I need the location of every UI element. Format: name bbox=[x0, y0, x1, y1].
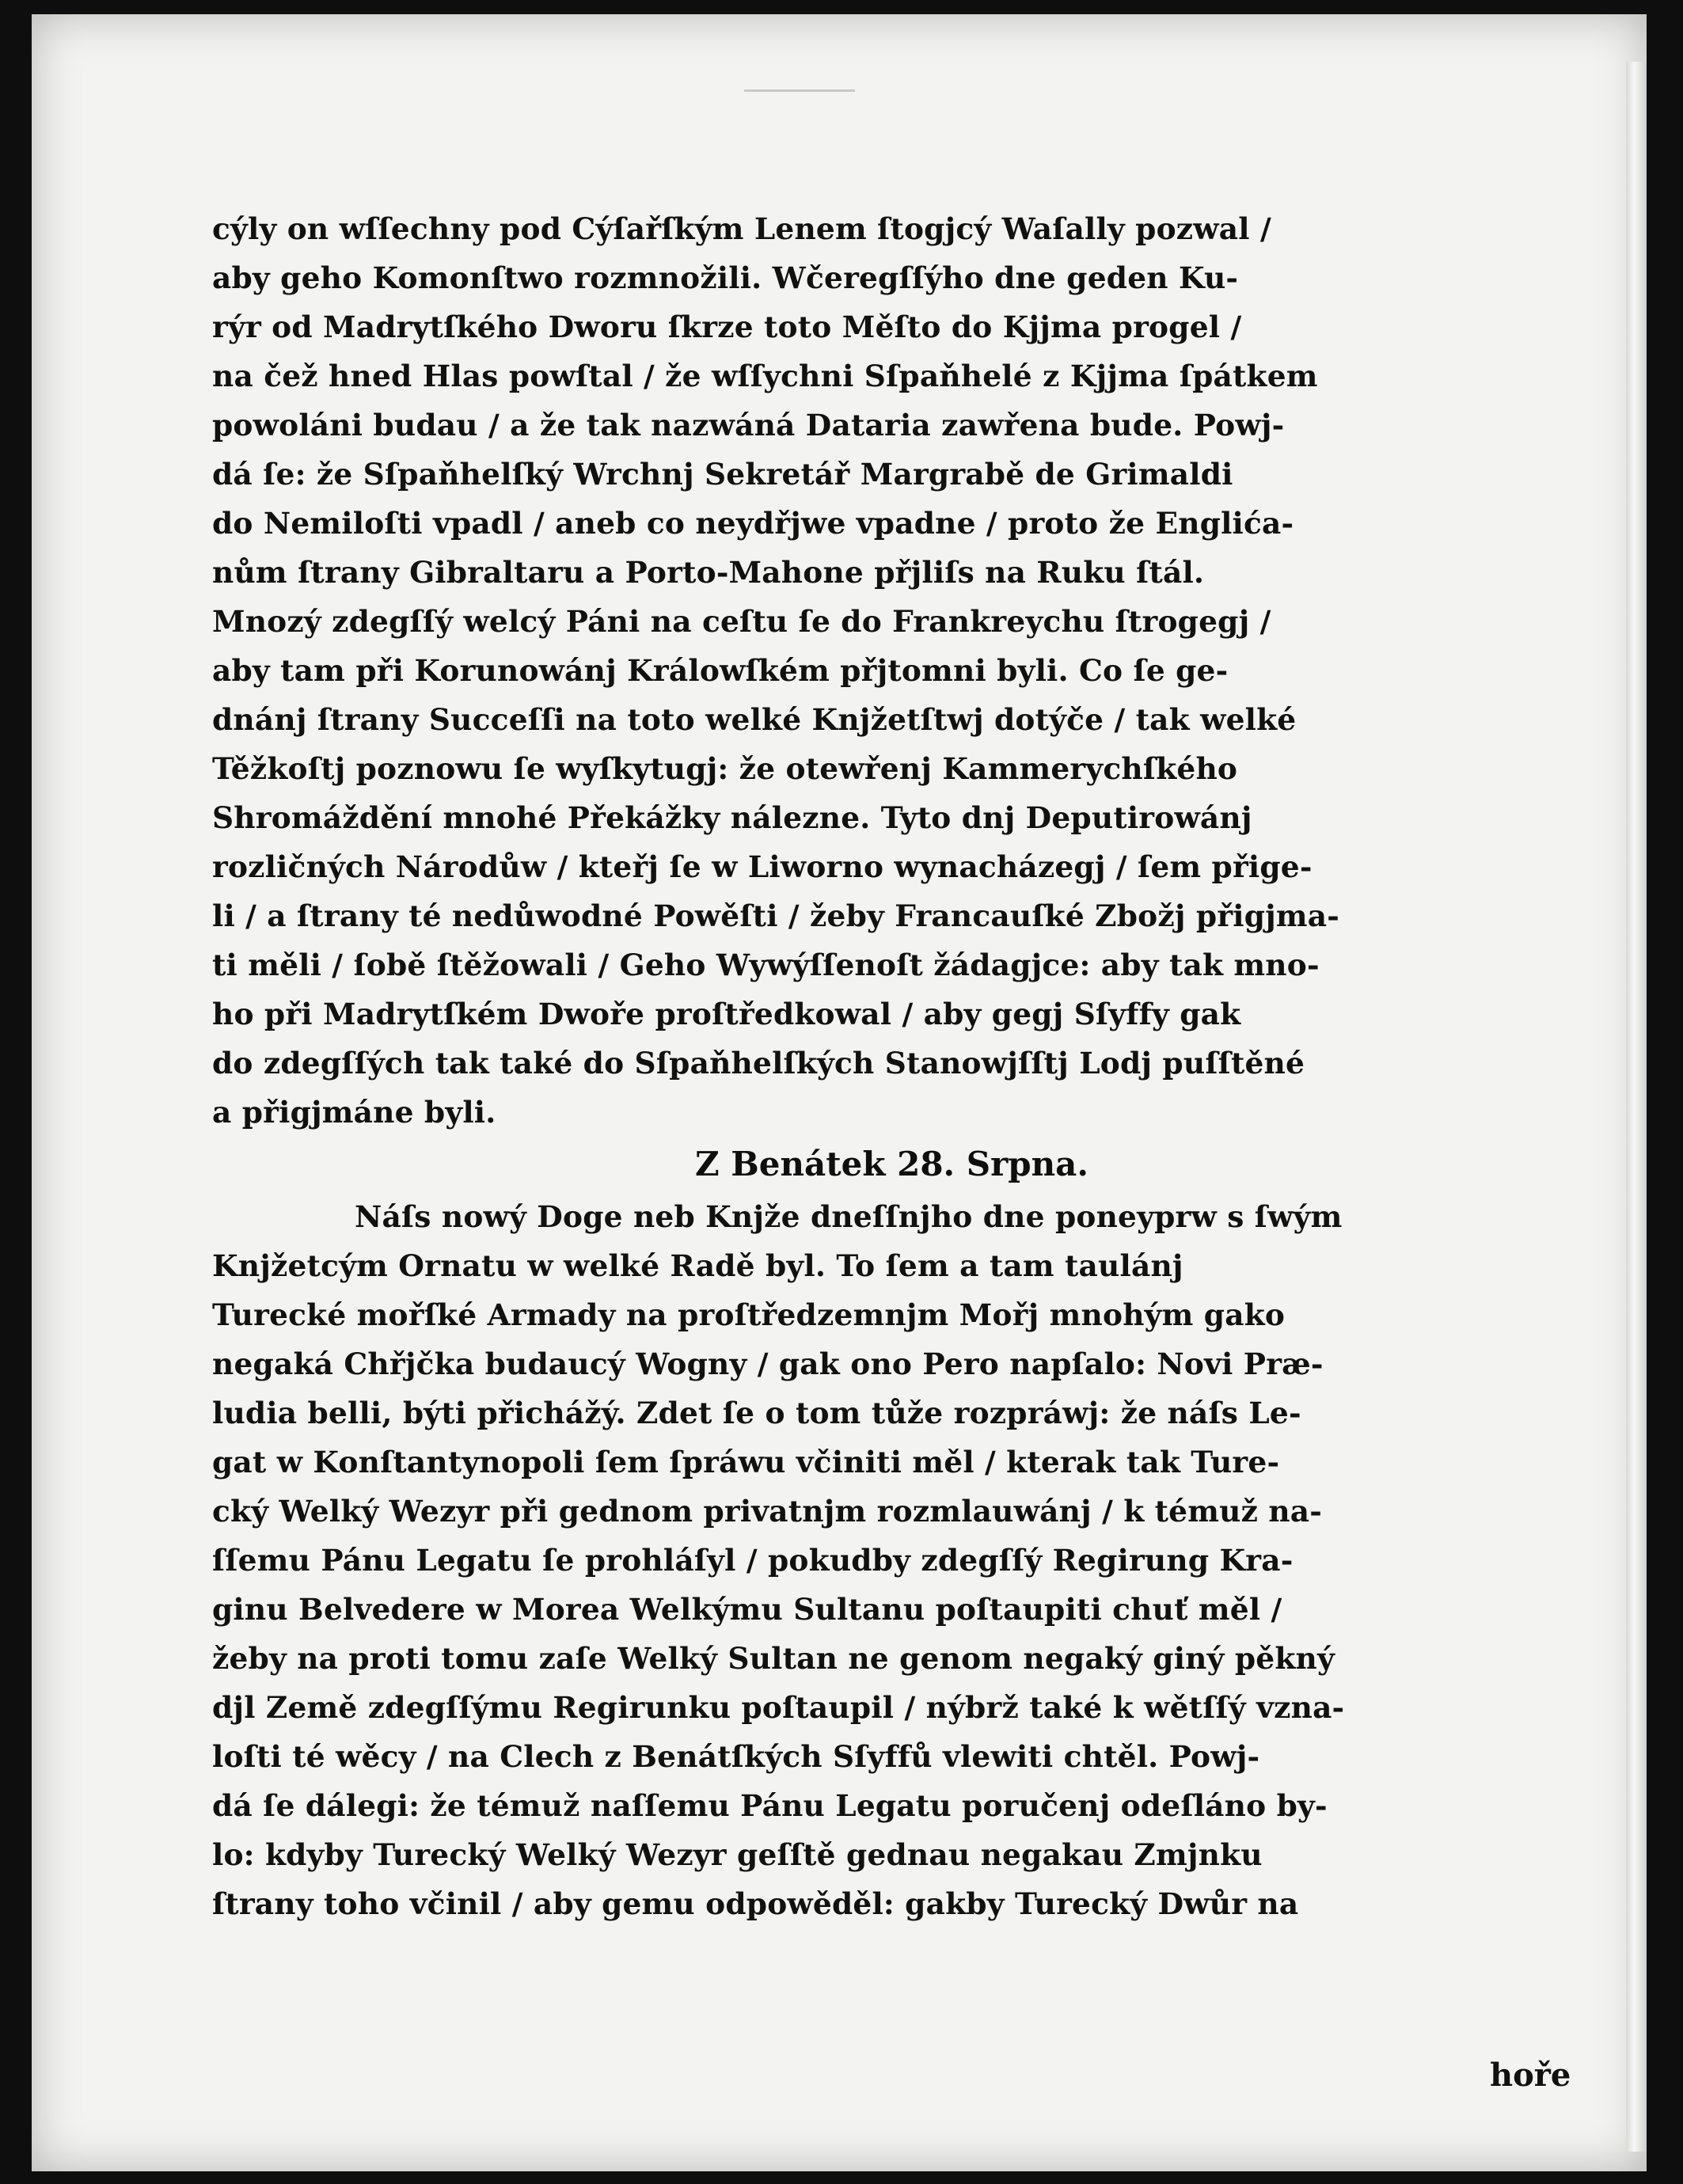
text-line: do Nemiloſti vpadl / aneb co neydřjwe vpadne / proto že Englića- bbox=[212, 506, 1294, 541]
text-line: Těžkoſtj poznowu ſe wyſkytugj: že otewřenj Kammerychſkého bbox=[212, 751, 1238, 786]
text-line: djl Země zdegſſýmu Regirunku poſtaupil / nýbrž také k wětſſý vzna- bbox=[212, 1690, 1345, 1725]
text-line: gat w Konſtantynopoli ſem ſpráwu včiniti měl / kterak tak Ture- bbox=[212, 1445, 1280, 1479]
paragraph-2 bbox=[212, 1192, 1605, 1928]
text-line: na čež hned Hlas powſtal / že wſſychni Sſpaňhelé z Kjjma ſpátkem bbox=[212, 359, 1318, 393]
text-line: ſſemu Pánu Legatu ſe prohláſyl / pokudby zdegſſý Regirung Kra- bbox=[212, 1543, 1294, 1578]
text-line: a přigjmáne byli. bbox=[212, 1095, 496, 1130]
text-line: žeby na proti tomu zaſe Welký Sultan ne genom negaký giný pěkný bbox=[212, 1641, 1335, 1676]
text-line: Náſs nowý Doge neb Knjže dneſſnjho dne poneyprw s ſwým bbox=[355, 1199, 1343, 1234]
text-line: powoláni budau / a že tak nazwáná Dataria zawřena bude. Powj- bbox=[212, 408, 1285, 442]
text-line: aby geho Komonſtwo rozmnožili. Wčeregſſýho dne geden Ku- bbox=[212, 260, 1239, 295]
text-line: Mnozý zdegſſý welcý Páni na ceſtu ſe do Frankreychu ſtrogegj / bbox=[212, 604, 1271, 639]
text-line: Turecké mořſké Armady na proſtředzemnjm Mořj mnohým gako bbox=[212, 1297, 1286, 1332]
text-line: ſtrany toho včinil / aby gemu odpowěděl: gakby Turecký Dwůr na bbox=[212, 1886, 1299, 1921]
text-line: ho při Madrytſkém Dwořе proſtředkowal / aby gegj Sſyffy gak bbox=[212, 997, 1241, 1031]
text-line: do zdegſſých tak také do Sſpaňhelſkých Stanowjſſtj Lodj puſſtěné bbox=[212, 1046, 1305, 1081]
text-line: lo: kdyby Turecký Welký Wezyr geſſtě gednau negakau Zmjnku bbox=[212, 1837, 1263, 1872]
text-line: Shromáždění mnohé Překážky nálezne. Tyto dnj Deputirowánj bbox=[212, 800, 1252, 835]
text-line: cký Welký Wezyr při gednom privatnjm rozmlauwánj / k témuž na- bbox=[212, 1494, 1323, 1529]
paragraph-1 bbox=[212, 204, 1605, 1137]
text-block bbox=[212, 204, 1605, 1928]
text-line: dá ſe: že Sſpaňhelſký Wrchnj Sekretář Margrabě de Grimaldi bbox=[212, 457, 1233, 492]
text-line: rýr od Madrytſkého Dworu ſkrze toto Měſto do Kjjma progel / bbox=[212, 310, 1242, 344]
text-line: dá ſe dálegi: že témuž naſſemu Pánu Legatu poručenj odeſláno by- bbox=[212, 1788, 1328, 1823]
text-line: li / a ſtrany té nedůwodné Powěſti / žeby Francauſké Zbožj přigjma- bbox=[212, 898, 1340, 933]
text-line: loſti té wěcy / na Clech z Benátſkých Sſyffů vlewiti chtěl. Powj- bbox=[212, 1739, 1260, 1774]
text-line: ti měli / ſobě ſtěžowali / Geho Wywýſſenoſt žádagjce: aby tak mno- bbox=[212, 948, 1320, 982]
text-line: nům ſtrany Gibraltaru a Porto-Mahone přjliſs na Ruku ſtál. bbox=[212, 555, 1205, 590]
text-line: dnánj ſtrany Succeſſi na toto welké Knjžetſtwj dotýče / tak welké bbox=[212, 702, 1297, 737]
text-line: ludia belli, býti přichážý. Zdet ſe o tom tůže rozpráwj: že náſs Le- bbox=[212, 1396, 1301, 1430]
text-line: rozličných Národůw / kteřj ſe w Liworno wynacházegj / ſem přige- bbox=[212, 849, 1313, 884]
text-line: Knjžetcým Ornatu w welké Radě byl. To ſem a tam taulánj bbox=[212, 1248, 1183, 1283]
page-mark bbox=[744, 89, 855, 92]
text-line: aby tam při Korunowánj Králowſkém přjtomni byli. Co ſe ge- bbox=[212, 653, 1229, 688]
text-line: negaká Chřjčka budaucý Wogny / gak ono Pero napſalo: Novi Præ- bbox=[212, 1346, 1324, 1381]
catchword: hoře bbox=[1490, 2057, 1571, 2094]
page-edge-shadow bbox=[1626, 62, 1647, 2152]
section-heading: Z Benátek 28. Srpna. bbox=[695, 1145, 1088, 1183]
text-line: ginu Belvedere w Morea Welkýmu Sultanu poſtaupiti chuť měl / bbox=[212, 1592, 1282, 1627]
text-line: cýly on wſſechny pod Cýſařſkým Lenem ſtogjcý Waſally pozwal / bbox=[212, 211, 1271, 246]
